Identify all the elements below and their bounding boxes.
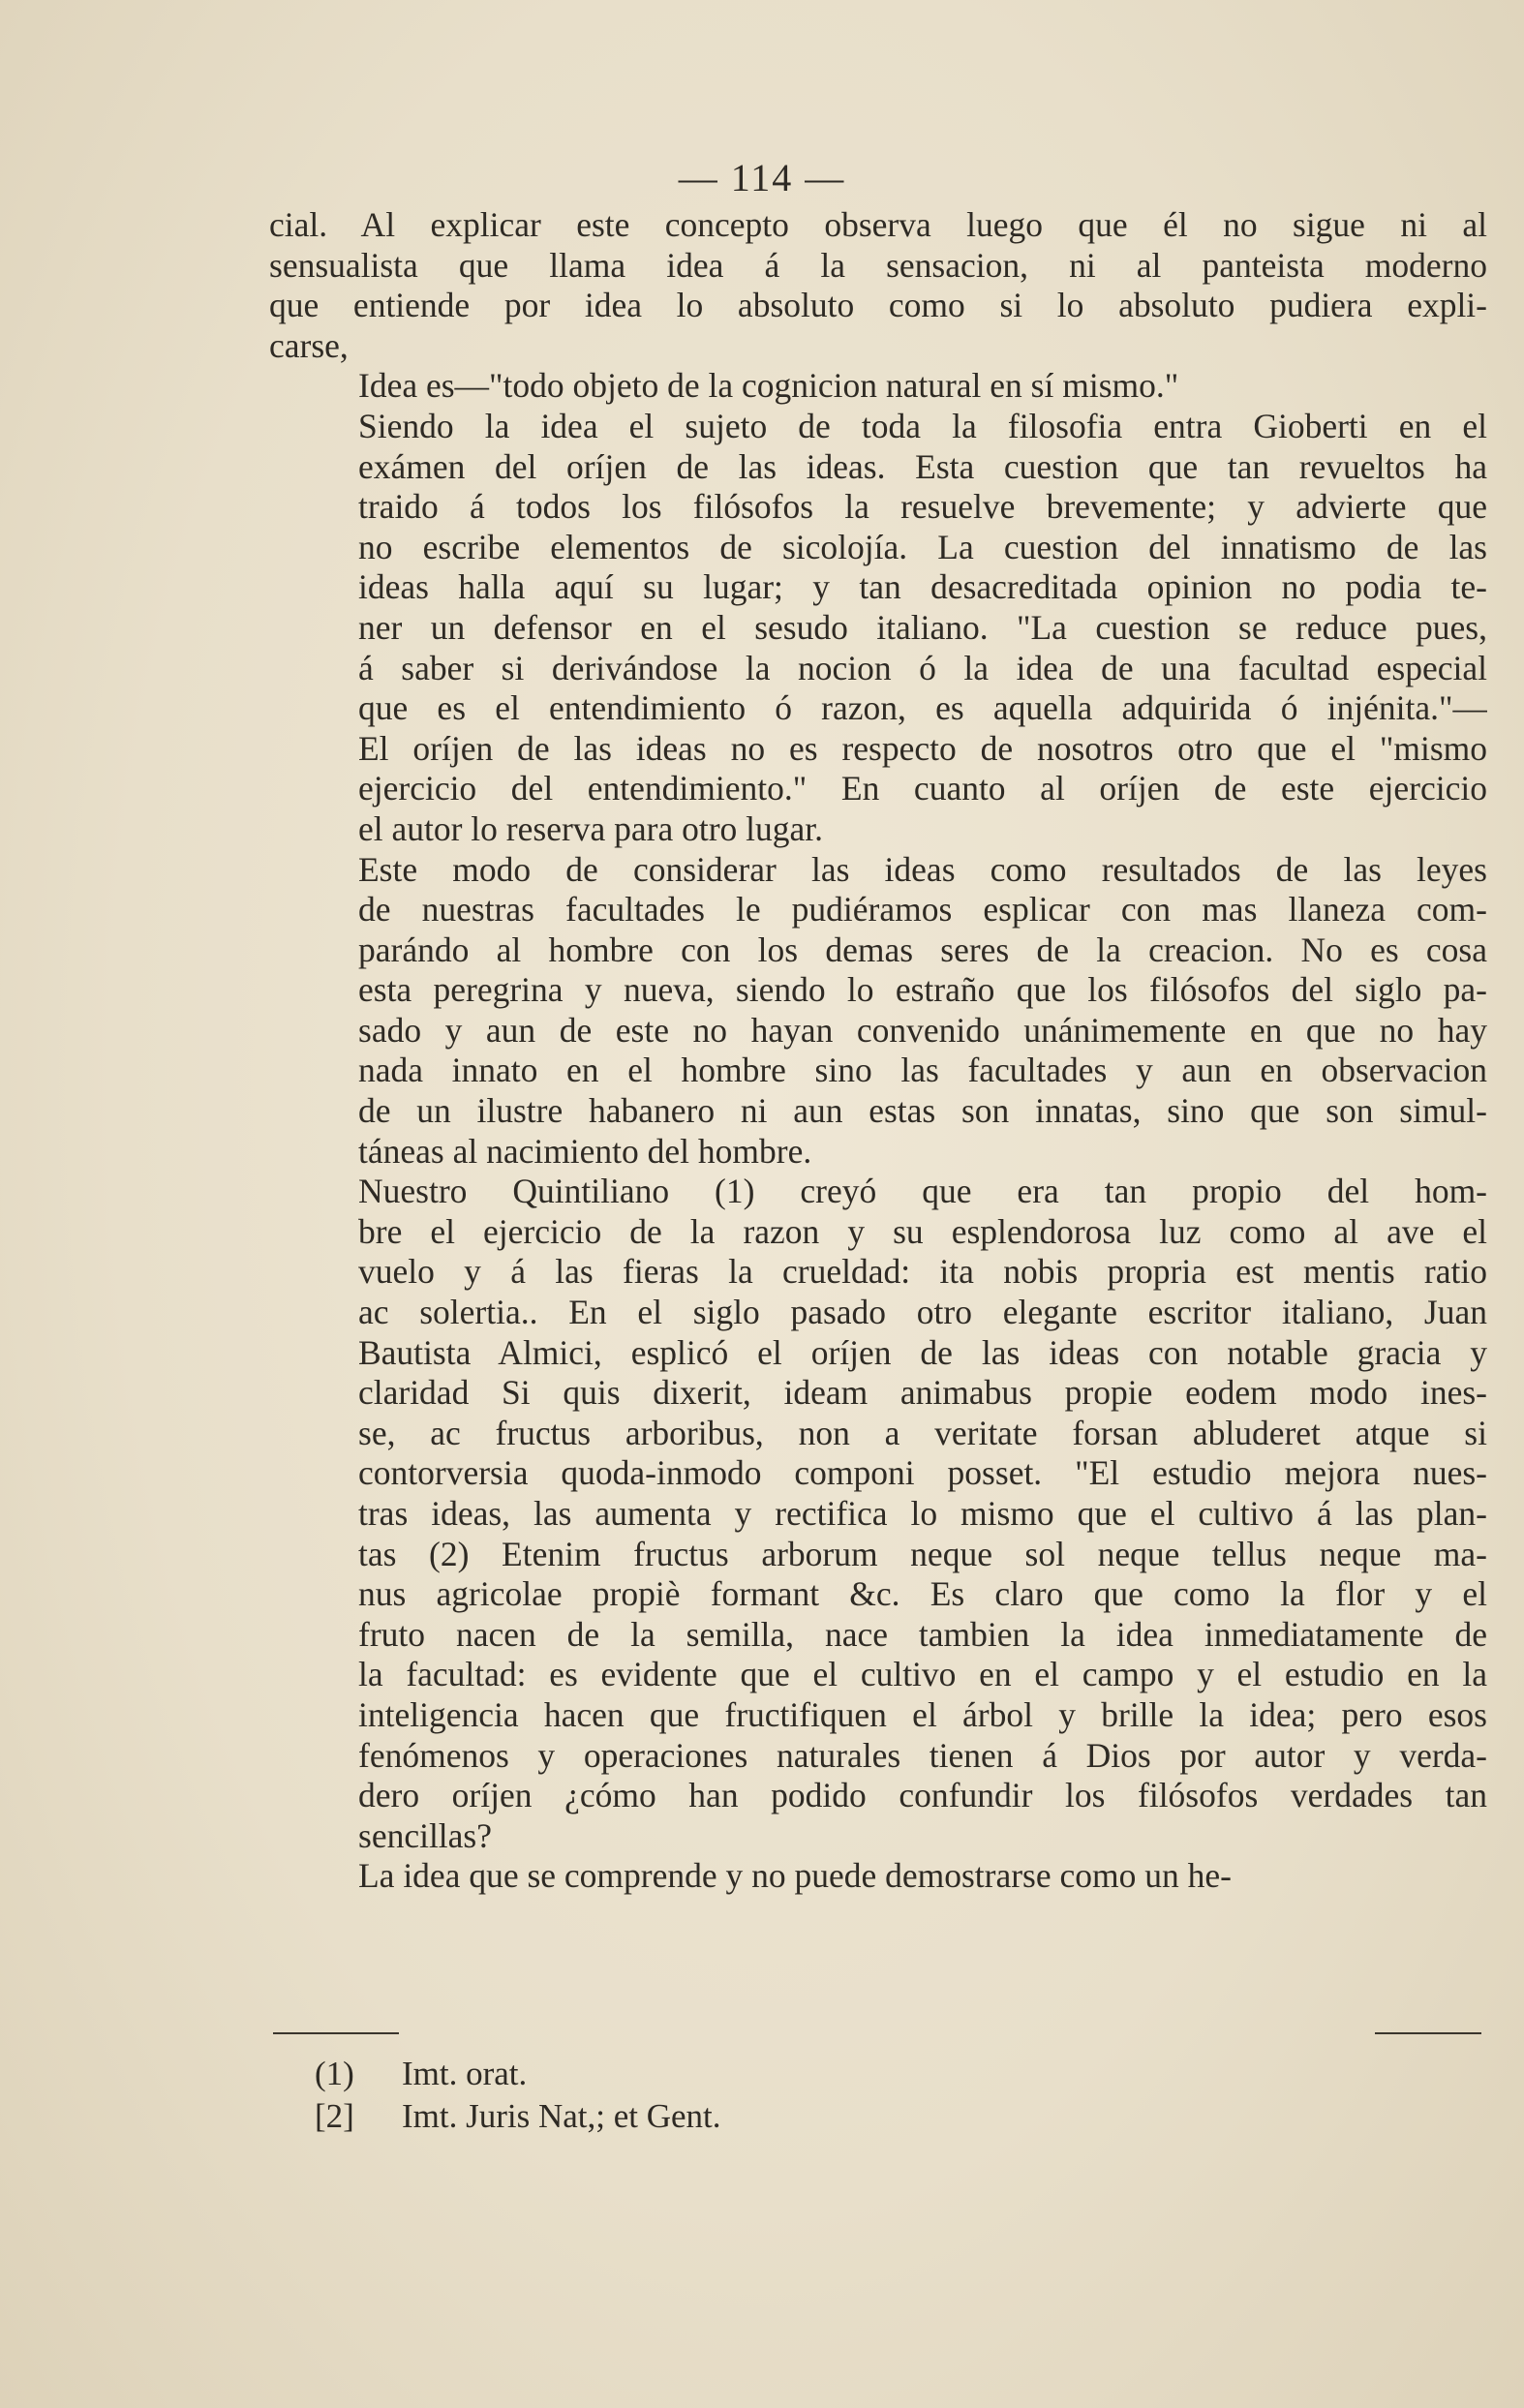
text-line: Idea es—"todo objeto de la cognicion natural en sí mismo.": [358, 366, 1179, 406]
text-line: traido á todos los filósofos la resuelve brevemente; y advierte que: [358, 487, 1487, 527]
footnote: [315, 2095, 721, 2138]
text-line: no escribe elementos de sicolojía. La cuestion del innatismo de las: [358, 527, 1487, 566]
text-line: á saber si derivándose la nocion ó la idea de una facultad especial: [358, 648, 1487, 687]
footnote-mark: [2]: [315, 2097, 354, 2135]
text-line: que es el entendimiento ó razon, es aquella adquirida ó injénita."—: [358, 688, 1487, 728]
text-line: sado y aun de este no hayan convenido unánimemente en que no hay: [358, 1010, 1487, 1050]
footnote-rule-left: [273, 2032, 399, 2034]
text-line: inteligencia hacen que fructifiquen el árbol y brille la idea; pero esos: [358, 1694, 1487, 1734]
text-line: ejercicio del entendimiento." En cuanto al oríjen de este ejercicio: [358, 769, 1487, 808]
text-line: nada innato en el hombre sino las facultades y aun en observacion: [358, 1051, 1487, 1090]
text-line: sencillas?: [358, 1815, 492, 1855]
footnote-mark: (1): [315, 2055, 354, 2092]
footnote: [315, 2053, 721, 2095]
footnote-rule-right: [1375, 2032, 1481, 2034]
text-line: de nuestras facultades le pudiéramos esplicar con mas llaneza com-: [358, 890, 1487, 930]
page-number: — 114 —: [678, 156, 846, 199]
text-line: vuelo y á las fieras la crueldad: ita nobis propria est mentis ratio: [358, 1252, 1487, 1292]
text-line: Bautista Almici, esplicó el oríjen de las ideas con notable gracia y: [358, 1332, 1487, 1372]
text-line: contorversia quoda-inmodo componi posset. "El estudio mejora nues-: [358, 1453, 1487, 1493]
text-line: la facultad: es evidente que el cultivo en el campo y el estudio en la: [358, 1655, 1487, 1694]
body-text: [269, 205, 1487, 1897]
footnote-text: Imt. Juris Nat,; et Gent.: [402, 2097, 721, 2135]
text-line: Siendo la idea el sujeto de toda la filosofia entra Gioberti en el: [358, 406, 1487, 445]
text-line: de un ilustre habanero ni aun estas son innatas, sino que son simul-: [358, 1091, 1487, 1131]
text-line: se, ac fructus arboribus, non a veritate forsan abluderet atque si: [358, 1413, 1487, 1452]
paragraph: [269, 205, 1487, 366]
text-line: ideas halla aquí su lugar; y tan desacreditada opinion no podia te-: [358, 567, 1487, 607]
text-line: La idea que se comprende y no puede demostrarse como un he-: [358, 1856, 1232, 1896]
text-line: dero oríjen ¿cómo han podido confundir los filósofos verdades tan: [358, 1776, 1487, 1815]
text-line: fenómenos y operaciones naturales tienen á Dios por autor y verda-: [358, 1735, 1487, 1775]
text-line: tras ideas, las aumenta y rectifica lo mismo que el cultivo á las plan-: [358, 1494, 1487, 1533]
text-line: exámen del oríjen de las ideas. Esta cuestion que tan revueltos ha: [358, 446, 1487, 486]
text-line: El oríjen de las ideas no es respecto de nosotros otro que el "mismo: [358, 728, 1487, 768]
text-line: sensualista que llama idea á la sensacion, ni al panteista moderno: [269, 245, 1487, 285]
text-line: parándo al hombre con los demas seres de la creacion. No es cosa: [358, 930, 1487, 969]
text-line: tas (2) Etenim fructus arborum neque sol neque tellus neque ma-: [358, 1534, 1487, 1573]
paragraph: [269, 1856, 1487, 1897]
text-line: Este modo de considerar las ideas como resultados de las leyes: [358, 849, 1487, 889]
text-line: ac solertia.. En el siglo pasado otro elegante escritor italiano, Juan: [358, 1293, 1487, 1332]
text-line: el autor lo reserva para otro lugar.: [358, 808, 824, 848]
paragraph: [269, 850, 1487, 1173]
footnote-text: Imt. orat.: [402, 2055, 528, 2092]
footnotes: [315, 2053, 721, 2138]
text-line: ner un defensor en el sesudo italiano. "La cuestion se reduce pues,: [358, 607, 1487, 647]
text-line: nus agricolae propiè formant &c. Es claro que como la flor y el: [358, 1574, 1487, 1614]
text-line: fruto nacen de la semilla, nace tambien la idea inmediatamente de: [358, 1614, 1487, 1654]
paragraph: [269, 407, 1487, 850]
text-line: Nuestro Quintiliano (1) creyó que era tan propio del hom-: [358, 1172, 1487, 1211]
text-line: bre el ejercicio de la razon y su esplendorosa luz como al ave el: [358, 1211, 1487, 1251]
text-line: esta peregrina y nueva, siendo lo estraño que los filósofos del siglo pa-: [358, 970, 1487, 1010]
paragraph: [269, 1172, 1487, 1856]
text-line: cial. Al explicar este concepto observa luego que él no sigue ni al: [269, 205, 1487, 244]
text-line: claridad Si quis dixerit, ideam animabus propie eodem modo ines-: [358, 1373, 1487, 1413]
text-line: que entiende por idea lo absoluto como si lo absoluto pudiera expli-: [269, 286, 1487, 325]
paragraph: [269, 366, 1487, 407]
text-line: carse,: [269, 325, 349, 365]
text-line: táneas al nacimiento del hombre.: [358, 1131, 812, 1171]
